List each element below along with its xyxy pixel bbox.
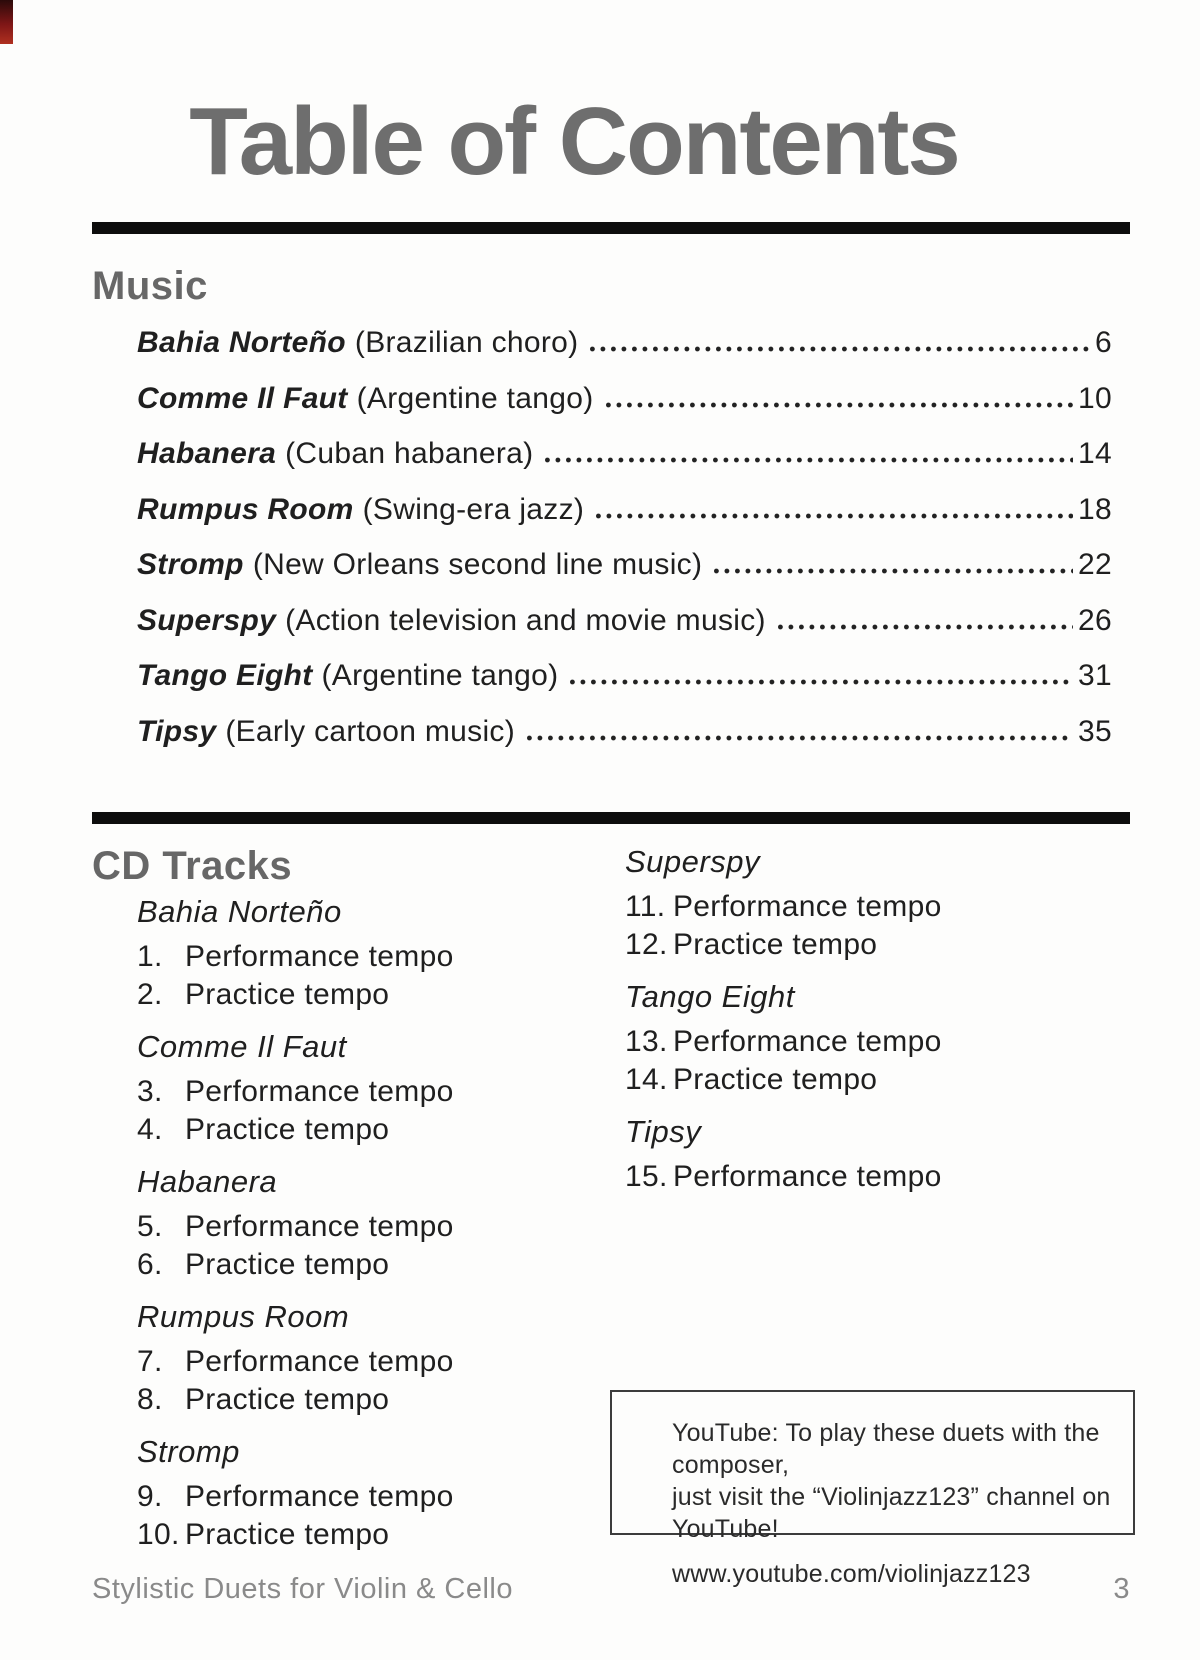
toc-entry bbox=[137, 547, 1112, 582]
cd-track-row bbox=[625, 1061, 1095, 1099]
piece-subtitle: (Action television and movie music) bbox=[285, 603, 766, 637]
cd-track-row bbox=[625, 888, 1095, 926]
piece-title: Tango Eight bbox=[137, 659, 313, 692]
toc-entry bbox=[137, 658, 1112, 693]
track-number: 14. bbox=[625, 1063, 668, 1096]
track-number: 1. bbox=[137, 940, 163, 973]
music-toc-list bbox=[137, 325, 1112, 769]
dot-leader bbox=[606, 402, 1074, 408]
toc-entry bbox=[137, 436, 1112, 471]
track-label: Performance tempo bbox=[185, 1480, 454, 1513]
track-label: Practice tempo bbox=[185, 1113, 390, 1146]
toc-entry bbox=[137, 325, 1112, 360]
track-number: 8. bbox=[137, 1383, 163, 1416]
cd-group-title: Tango Eight bbox=[625, 979, 795, 1014]
dot-leader bbox=[527, 735, 1073, 741]
track-label: Practice tempo bbox=[185, 978, 390, 1011]
piece-subtitle: (Early cartoon music) bbox=[225, 714, 516, 748]
piece-title: Superspy bbox=[137, 603, 277, 637]
cd-group-title: Stromp bbox=[137, 1434, 240, 1469]
toc-entry-text bbox=[137, 492, 584, 527]
cd-group-title: Rumpus Room bbox=[137, 1299, 350, 1334]
youtube-note-line: YouTube: To play these duets with the composer, bbox=[672, 1419, 1100, 1479]
cd-track-row bbox=[137, 1516, 607, 1554]
toc-entry-text bbox=[137, 658, 558, 693]
track-label: Performance tempo bbox=[185, 940, 454, 973]
track-number: 5. bbox=[137, 1210, 163, 1243]
cd-track-row bbox=[137, 1478, 607, 1516]
piece-title: Rumpus Room bbox=[137, 492, 354, 526]
track-label: Practice tempo bbox=[185, 1518, 390, 1551]
track-label: Performance tempo bbox=[673, 1160, 942, 1193]
cd-track-row bbox=[137, 1246, 607, 1284]
cd-group bbox=[137, 1434, 607, 1554]
track-number: 3. bbox=[137, 1075, 163, 1108]
cd-group-title: Superspy bbox=[625, 844, 760, 879]
cd-track-row bbox=[625, 1023, 1095, 1061]
dot-leader bbox=[590, 346, 1090, 352]
track-label: Practice tempo bbox=[673, 1063, 878, 1096]
page-number-ref: 14 bbox=[1078, 437, 1112, 470]
piece-title: Comme Il Faut bbox=[137, 381, 348, 415]
track-number: 11. bbox=[625, 890, 666, 923]
piece-title: Tipsy bbox=[137, 714, 217, 748]
footer-book-title: Stylistic Duets for Violin & Cello bbox=[92, 1573, 514, 1605]
piece-subtitle: (Swing-era jazz) bbox=[362, 492, 585, 526]
cd-tracks-section-heading: CD Tracks bbox=[92, 844, 293, 888]
track-label: Performance tempo bbox=[185, 1210, 454, 1243]
track-number: 6. bbox=[137, 1248, 163, 1281]
page-footer bbox=[92, 1572, 1130, 1607]
dot-leader bbox=[570, 679, 1073, 685]
cd-group bbox=[137, 1299, 607, 1419]
piece-title: Bahia Norteño bbox=[137, 326, 346, 359]
cd-group-title: Comme Il Faut bbox=[137, 1029, 347, 1064]
piece-subtitle: (Argentine tango) bbox=[321, 659, 559, 692]
track-number: 12. bbox=[625, 928, 668, 961]
piece-subtitle: (Cuban habanera) bbox=[285, 437, 534, 470]
toc-entry bbox=[137, 714, 1112, 749]
piece-subtitle: (New Orleans second line music) bbox=[252, 548, 703, 581]
cd-tracks-left-column bbox=[137, 894, 607, 1569]
track-number: 15. bbox=[625, 1160, 668, 1193]
page-number-ref: 35 bbox=[1078, 714, 1112, 748]
cd-track-row bbox=[137, 1343, 607, 1381]
track-label: Performance tempo bbox=[185, 1345, 454, 1378]
toc-entry-text bbox=[137, 547, 702, 582]
horizontal-rule-middle bbox=[92, 812, 1130, 824]
youtube-note-line: just visit the “Violinjazz123” channel on YouTube! bbox=[672, 1483, 1111, 1543]
cd-group-title: Bahia Norteño bbox=[137, 894, 342, 929]
page-number-ref: 6 bbox=[1095, 326, 1112, 359]
toc-entry-text bbox=[137, 325, 578, 360]
track-number: 13. bbox=[625, 1025, 668, 1058]
toc-entry-text bbox=[137, 714, 515, 749]
footer-page-number: 3 bbox=[1113, 1573, 1130, 1605]
track-label: Performance tempo bbox=[673, 1025, 942, 1058]
cd-group bbox=[625, 844, 1095, 964]
youtube-url: www.youtube.com/violinjazz123 bbox=[672, 1560, 1031, 1588]
track-number: 9. bbox=[137, 1480, 163, 1513]
toc-entry-text bbox=[137, 436, 533, 471]
dot-leader bbox=[545, 457, 1073, 463]
cd-track-row bbox=[137, 976, 607, 1014]
toc-entry bbox=[137, 381, 1112, 416]
piece-subtitle: (Argentine tango) bbox=[356, 381, 594, 415]
page-number-ref: 26 bbox=[1078, 603, 1112, 637]
cd-tracks-right-column bbox=[625, 844, 1095, 1211]
cd-group-title: Habanera bbox=[137, 1164, 278, 1199]
horizontal-rule-top bbox=[92, 222, 1130, 234]
cd-track-row bbox=[137, 1381, 607, 1419]
cd-track-row bbox=[137, 1111, 607, 1149]
dot-leader bbox=[778, 624, 1073, 630]
music-section-heading: Music bbox=[92, 264, 208, 308]
page-title: Table of Contents bbox=[189, 88, 959, 195]
cd-track-row bbox=[137, 938, 607, 976]
cd-group bbox=[137, 1164, 607, 1284]
track-label: Performance tempo bbox=[185, 1075, 454, 1108]
cd-group bbox=[625, 1114, 1095, 1196]
youtube-note-box bbox=[610, 1390, 1135, 1588]
track-number: 4. bbox=[137, 1113, 163, 1146]
piece-subtitle: (Brazilian choro) bbox=[354, 326, 579, 359]
piece-title: Stromp bbox=[137, 548, 244, 581]
toc-entry-text bbox=[137, 603, 766, 638]
page-number-ref: 22 bbox=[1078, 548, 1112, 581]
cd-track-row bbox=[625, 1158, 1095, 1196]
track-label: Practice tempo bbox=[185, 1248, 390, 1281]
toc-entry bbox=[137, 603, 1112, 638]
track-number: 7. bbox=[137, 1345, 163, 1378]
cd-track-row bbox=[625, 926, 1095, 964]
track-number: 2. bbox=[137, 978, 163, 1011]
track-number: 10. bbox=[137, 1518, 180, 1551]
page-number-ref: 31 bbox=[1078, 659, 1112, 692]
cd-group bbox=[137, 894, 607, 1014]
cd-group bbox=[137, 1029, 607, 1149]
dot-leader bbox=[714, 568, 1073, 574]
cd-group bbox=[625, 979, 1095, 1099]
track-label: Practice tempo bbox=[673, 928, 878, 961]
track-label: Performance tempo bbox=[673, 890, 942, 923]
page-number-ref: 18 bbox=[1078, 492, 1112, 526]
page-number-ref: 10 bbox=[1078, 381, 1112, 415]
toc-entry-text bbox=[137, 381, 594, 416]
piece-title: Habanera bbox=[137, 437, 277, 470]
cd-track-row bbox=[137, 1073, 607, 1111]
cd-group-title: Tipsy bbox=[625, 1114, 702, 1149]
cd-track-row bbox=[137, 1208, 607, 1246]
scan-corner-artifact bbox=[0, 0, 13, 44]
track-label: Practice tempo bbox=[185, 1383, 390, 1416]
toc-entry bbox=[137, 492, 1112, 527]
dot-leader bbox=[596, 513, 1073, 519]
